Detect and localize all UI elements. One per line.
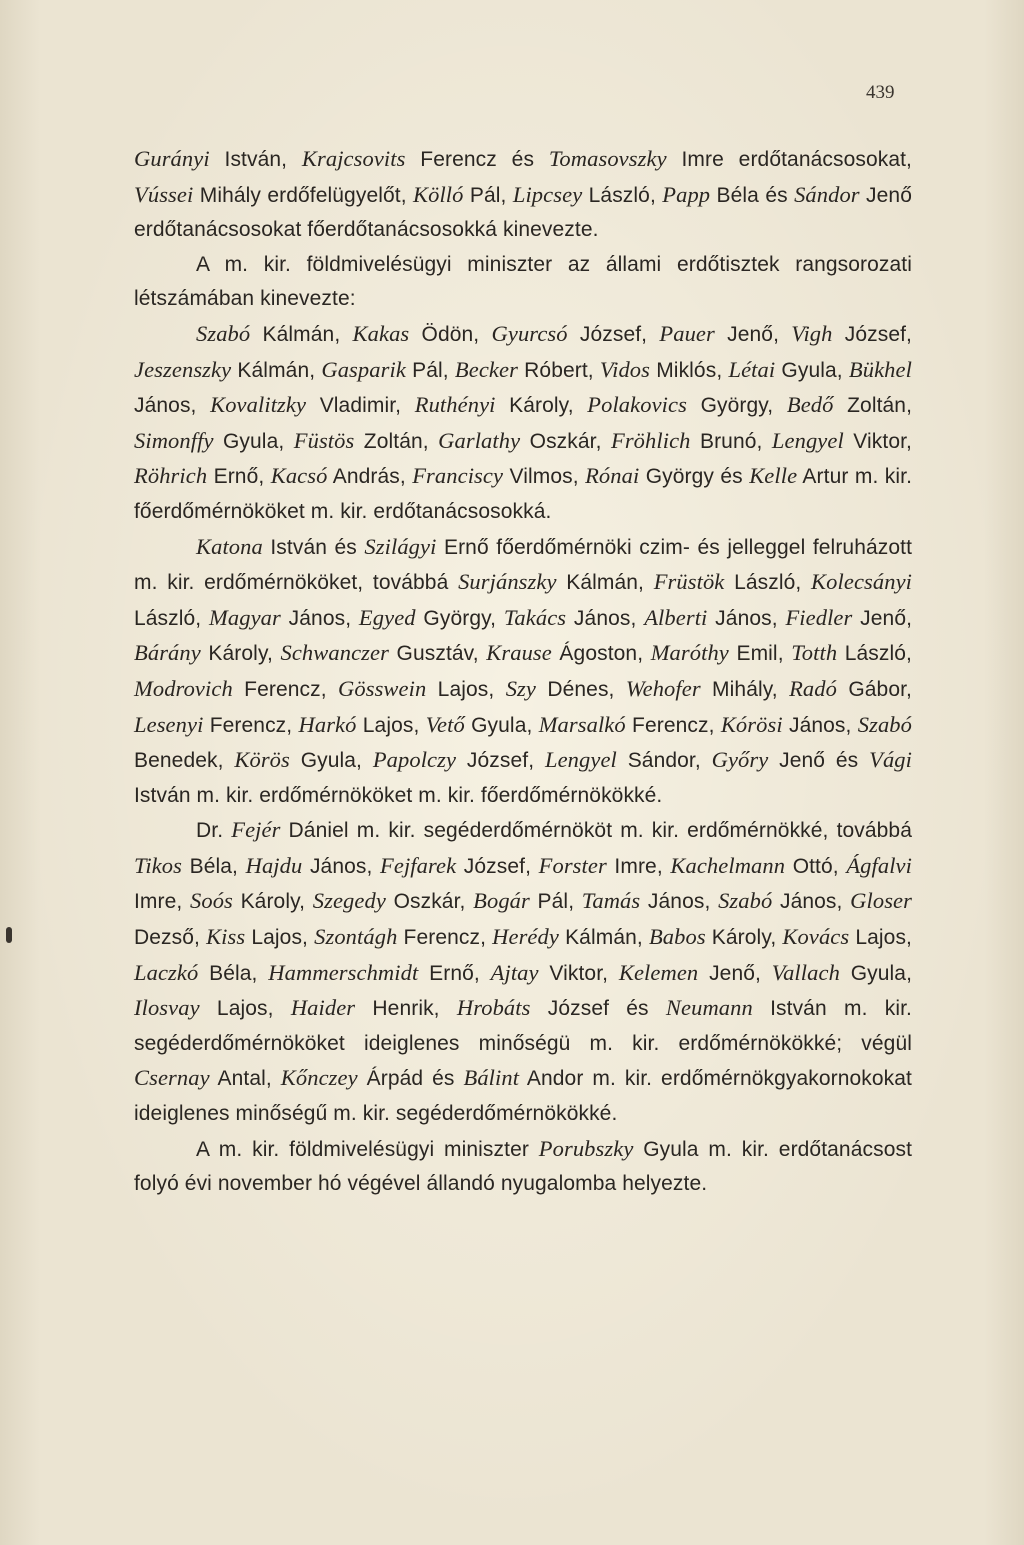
person-name: Fejfarek bbox=[380, 852, 457, 878]
text-run: Kálmán, bbox=[231, 358, 322, 382]
text-run: József és bbox=[530, 997, 666, 1021]
person-name: Fröhlich bbox=[610, 427, 691, 453]
person-name: Takács bbox=[503, 604, 567, 630]
text-run: Henrik, bbox=[355, 997, 457, 1021]
person-name: Röhrich bbox=[134, 463, 208, 489]
paragraph bbox=[134, 530, 912, 814]
person-name: Vússei bbox=[134, 181, 194, 207]
text-run: Jenő és bbox=[768, 749, 870, 773]
person-name: Bogár bbox=[473, 888, 530, 914]
person-name: Magyar bbox=[209, 604, 281, 630]
text-run: János, bbox=[707, 606, 786, 630]
person-name: Neumann bbox=[665, 995, 753, 1021]
text-run: Lajos, bbox=[356, 713, 426, 737]
person-name: Krajcsovits bbox=[301, 146, 406, 171]
person-name: Gasparik bbox=[321, 356, 406, 382]
text-run: László, bbox=[724, 571, 812, 595]
person-name: Forster bbox=[538, 852, 607, 878]
text-run: Béla, bbox=[198, 961, 269, 985]
person-name: Lipcsey bbox=[512, 181, 583, 207]
person-name: Kiss bbox=[206, 924, 246, 950]
person-name: Kelemen bbox=[618, 959, 699, 985]
text-run: Ernő főerdőmérnöki czim- és jelleggel felruházott m. kir. erdőmérnököket, továbbá bbox=[134, 535, 913, 595]
person-name: Marsalkó bbox=[538, 711, 626, 737]
person-name: Lengyel bbox=[544, 747, 617, 773]
text-run: János, bbox=[134, 394, 211, 418]
text-run: Dezső, bbox=[134, 926, 207, 950]
text-run: Gyula, bbox=[775, 358, 849, 382]
text-run: János, bbox=[280, 606, 359, 630]
person-name: Gurányi bbox=[134, 146, 210, 171]
person-name: Papolczy bbox=[372, 747, 457, 773]
person-name: Lengyel bbox=[771, 427, 844, 453]
text-run: Ödön, bbox=[409, 322, 492, 346]
person-name: Katona bbox=[196, 533, 263, 559]
person-name: Radó bbox=[789, 675, 837, 701]
person-name: Früstök bbox=[653, 569, 725, 595]
person-name: Kelle bbox=[749, 463, 798, 489]
text-run: Mihály erdőfelügyelőt, bbox=[193, 183, 413, 207]
person-name: Kovalitzky bbox=[210, 392, 307, 418]
person-name: Soós bbox=[190, 888, 233, 914]
person-name: Rónai bbox=[585, 463, 640, 489]
text-run: Ferencz, bbox=[232, 677, 339, 701]
text-run: Mihály, bbox=[700, 677, 790, 701]
paragraph bbox=[134, 142, 912, 248]
person-name: Gösswein bbox=[338, 675, 427, 701]
person-name: Ilosvay bbox=[134, 995, 200, 1021]
person-name: Gyurcsó bbox=[491, 320, 568, 346]
text-run: Dr. bbox=[196, 819, 232, 843]
person-name: Hrobáts bbox=[456, 995, 531, 1021]
person-name: Fejér bbox=[231, 817, 281, 843]
person-name: Szabó bbox=[857, 711, 912, 737]
text-run: Károly, bbox=[705, 926, 783, 950]
person-name: Hammerschmidt bbox=[268, 959, 419, 985]
text-run: János, bbox=[302, 854, 381, 878]
person-name: Bedő bbox=[786, 392, 834, 418]
person-name: Szabó bbox=[196, 320, 251, 346]
person-name: Ágfalvi bbox=[846, 852, 912, 878]
text-run: Gyula, bbox=[289, 749, 373, 773]
person-name: Vági bbox=[869, 747, 912, 773]
text-run: Pál, bbox=[529, 890, 582, 914]
text-run: Antal, bbox=[209, 1067, 281, 1091]
person-name: Fiedler bbox=[785, 604, 853, 630]
person-name: Füstös bbox=[293, 427, 355, 453]
text-run: Dénes, bbox=[535, 677, 626, 701]
text-run: Sándor, bbox=[616, 749, 712, 773]
text-run: Károly, bbox=[232, 890, 313, 914]
text-run: Károly, bbox=[200, 642, 281, 666]
person-name: Maróthy bbox=[650, 640, 729, 666]
text-run: László, bbox=[837, 642, 912, 666]
person-name: Győry bbox=[711, 747, 769, 773]
person-name: Kovács bbox=[782, 924, 850, 950]
person-name: Polakovics bbox=[587, 392, 687, 418]
text-run: János, bbox=[782, 713, 858, 737]
person-name: Bükhel bbox=[848, 356, 912, 382]
paragraph bbox=[134, 248, 912, 317]
text-run: Imre erdőtanácsosokat, bbox=[666, 148, 912, 171]
text-run: Ernő, bbox=[418, 961, 491, 985]
text-run: Lajos, bbox=[199, 997, 291, 1021]
person-name: Kórösi bbox=[720, 711, 783, 737]
person-name: Hajdu bbox=[245, 852, 303, 878]
text-run: István, bbox=[209, 148, 302, 171]
paragraph bbox=[134, 1132, 912, 1202]
person-name: Babos bbox=[648, 924, 706, 950]
text-run: István m. kir. segéderdőmérnököket ideiglenes minőségü m. kir. erdőmérnökökké; végül bbox=[134, 997, 912, 1055]
text-run: János, bbox=[566, 606, 645, 630]
person-name: Egyed bbox=[358, 604, 416, 630]
text-run: Gyula, bbox=[213, 429, 294, 453]
text-run: István és bbox=[262, 535, 365, 559]
text-run: Dániel m. kir. segéderdőmérnököt m. kir. erdőmérnökké, továbbá bbox=[280, 819, 912, 843]
text-run: Gyula, bbox=[839, 961, 913, 985]
person-name: Haider bbox=[290, 995, 356, 1021]
text-run: Emil, bbox=[728, 642, 792, 666]
person-name: Wehofer bbox=[625, 675, 701, 701]
text-run: Ferencz, bbox=[397, 926, 493, 950]
text-run: Károly, bbox=[495, 394, 588, 418]
person-name: Kölló bbox=[413, 181, 464, 207]
text-run: István m. kir. erdőmérnököket m. kir. főerdőmérnökökké. bbox=[134, 783, 663, 807]
person-name: Harkó bbox=[298, 711, 357, 737]
page-number: 439 bbox=[866, 82, 895, 103]
text-run: Imre, bbox=[606, 854, 671, 878]
text-run: Jenő, bbox=[698, 961, 772, 985]
text-run: József, bbox=[832, 322, 912, 346]
person-name: Porubszky bbox=[538, 1135, 634, 1161]
text-run: György, bbox=[415, 606, 504, 630]
text-run: Zoltán, bbox=[833, 394, 913, 418]
margin-mark bbox=[6, 927, 12, 943]
person-name: Vallach bbox=[771, 959, 840, 985]
text-run: Lajos, bbox=[849, 926, 912, 950]
text-run: Zoltán, bbox=[354, 429, 439, 453]
text-run: Ágoston, bbox=[551, 642, 651, 666]
text-run: Brunó, bbox=[690, 429, 772, 453]
text-run: Ferencz, bbox=[203, 713, 299, 737]
text-run: Ferencz, bbox=[625, 713, 721, 737]
person-name: Schwanczer bbox=[280, 640, 389, 666]
person-name: Kacsó bbox=[270, 463, 328, 489]
text-run: A m. kir. földmivelésügyi miniszter az állami erdőtisztek rangsorozati létszámában kinevezte: bbox=[134, 252, 912, 311]
text-run: Jenő, bbox=[714, 322, 792, 346]
text-run: Andor m. kir. erdőmérnökgyakornokokat ideiglenes minőségű m. kir. segéderdőmérnökökké. bbox=[134, 1067, 912, 1126]
text-run: Róbert, bbox=[517, 358, 600, 382]
text-run: Miklós, bbox=[650, 358, 729, 382]
text-run: Gyula m. kir. erdőtanácsost folyó évi november hó végével állandó nyugalomba helyezte. bbox=[134, 1137, 913, 1196]
person-name: Jeszenszky bbox=[134, 356, 232, 382]
text-run: Jenő erdőtanácsosokat főerdőtanácsosokká kinevezte. bbox=[134, 183, 912, 242]
person-name: Alberti bbox=[644, 604, 708, 630]
text-run: József, bbox=[456, 749, 545, 773]
text-run: Béla és bbox=[710, 183, 795, 207]
text-run: János, bbox=[640, 890, 719, 914]
person-name: Szilágyi bbox=[364, 533, 437, 559]
paragraph bbox=[134, 317, 912, 530]
text-run: Árpád és bbox=[357, 1067, 464, 1091]
person-name: Tamás bbox=[581, 888, 641, 914]
person-name: Kőnczey bbox=[280, 1065, 358, 1091]
text-run: Oszkár, bbox=[520, 429, 611, 453]
person-name: Körös bbox=[234, 747, 290, 773]
text-run: Ottó, bbox=[785, 854, 847, 878]
text-run: Pál, bbox=[463, 183, 513, 207]
person-name: Szontágh bbox=[314, 924, 398, 950]
person-name: Kakas bbox=[352, 320, 410, 346]
text-run: Gábor, bbox=[836, 677, 912, 701]
text-run: Ernő, bbox=[207, 465, 271, 489]
person-name: Csernay bbox=[134, 1065, 210, 1091]
person-name: Gloser bbox=[850, 888, 912, 914]
text-run: Lajos, bbox=[426, 677, 506, 701]
text-run: János, bbox=[772, 890, 851, 914]
person-name: Tikos bbox=[134, 852, 183, 878]
person-name: Modrovich bbox=[134, 675, 233, 701]
text-run: György, bbox=[686, 394, 787, 418]
person-name: Szegedy bbox=[312, 888, 386, 914]
text-run: Imre, bbox=[134, 890, 190, 914]
text-run: József, bbox=[456, 854, 539, 878]
person-name: Pauer bbox=[659, 320, 715, 346]
person-name: Simonffy bbox=[134, 427, 214, 453]
body-text bbox=[134, 142, 912, 1202]
person-name: Vidos bbox=[599, 356, 651, 382]
person-name: Ruthényi bbox=[414, 392, 496, 418]
person-name: Szabó bbox=[718, 888, 773, 914]
person-name: Krause bbox=[486, 640, 552, 666]
person-name: Létai bbox=[728, 356, 776, 382]
person-name: Surjánszky bbox=[458, 569, 557, 595]
person-name: Vető bbox=[425, 711, 465, 737]
person-name: Kolecsányi bbox=[811, 569, 913, 595]
text-run: Kálmán, bbox=[250, 322, 353, 346]
person-name: Kachelmann bbox=[670, 852, 786, 878]
text-run: Ferencz és bbox=[405, 148, 549, 171]
text-run: György és bbox=[639, 465, 750, 489]
text-run: Béla, bbox=[182, 854, 246, 878]
text-run: Kálmán, bbox=[556, 571, 654, 595]
text-run: Oszkár, bbox=[385, 890, 474, 914]
text-run: Artur m. kir. főerdőmérnököket m. kir. erdőtanácsosokká. bbox=[134, 465, 913, 523]
text-run: Benedek, bbox=[134, 749, 235, 773]
paragraph bbox=[134, 813, 912, 1131]
text-run: Kálmán, bbox=[558, 926, 649, 950]
text-run: Vilmos, bbox=[503, 465, 586, 489]
person-name: Lesenyi bbox=[134, 711, 204, 737]
text-run: Jenő, bbox=[852, 606, 913, 630]
text-run: Viktor, bbox=[538, 961, 619, 985]
person-name: Becker bbox=[454, 356, 518, 382]
text-run: Lajos, bbox=[245, 926, 315, 950]
person-name: Herédy bbox=[492, 924, 559, 950]
person-name: Garlathy bbox=[438, 427, 521, 453]
person-name: Franciscy bbox=[412, 463, 504, 489]
person-name: Szy bbox=[505, 675, 536, 701]
person-name: Sándor bbox=[794, 181, 860, 207]
person-name: Vigh bbox=[791, 320, 833, 346]
text-run: Pál, bbox=[405, 358, 455, 382]
person-name: Ajtay bbox=[490, 959, 539, 985]
text-run: József, bbox=[567, 322, 660, 346]
person-name: Laczkó bbox=[134, 959, 199, 985]
text-run: László, bbox=[582, 183, 663, 207]
text-run: András, bbox=[327, 465, 413, 489]
person-name: Bárány bbox=[134, 640, 201, 666]
text-run: Vladimir, bbox=[306, 394, 415, 418]
text-run: A m. kir. földmivelésügyi miniszter bbox=[196, 1137, 539, 1161]
person-name: Tomasovszky bbox=[548, 146, 667, 171]
text-run: Gusztáv, bbox=[388, 642, 487, 666]
person-name: Papp bbox=[662, 181, 711, 207]
person-name: Totth bbox=[791, 640, 838, 666]
text-run: Gyula, bbox=[464, 713, 539, 737]
text-run: László, bbox=[134, 606, 210, 630]
text-run: Viktor, bbox=[843, 429, 912, 453]
person-name: Bálint bbox=[463, 1065, 520, 1091]
